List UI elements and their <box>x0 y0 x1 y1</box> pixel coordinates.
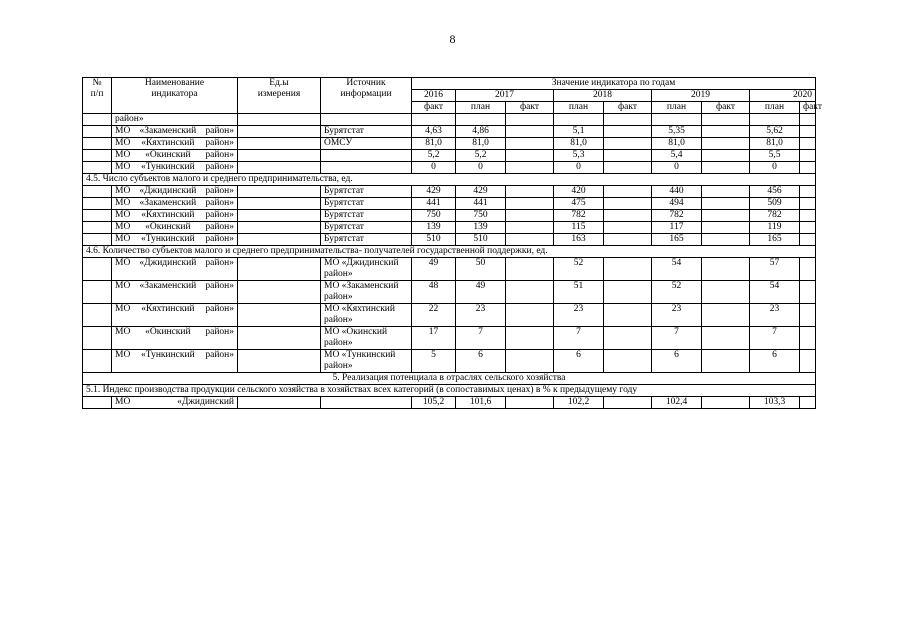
value-cell <box>506 198 554 210</box>
header-col-unit: Ед.ы измерения <box>238 78 321 114</box>
indicator-name-cell: МО «Тункинский район» <box>112 234 238 246</box>
indicator-name-cell: МО «Закаменский район» <box>112 126 238 138</box>
value-cell <box>702 327 750 350</box>
value-cell <box>604 222 652 234</box>
unit-cell <box>238 234 321 246</box>
header-subcolumn: план <box>554 102 604 114</box>
value-cell <box>702 397 750 409</box>
header-subcolumn: факт <box>800 102 816 114</box>
row-number-cell <box>83 397 112 409</box>
value-cell <box>604 397 652 409</box>
value-cell: 5,2 <box>412 150 456 162</box>
source-cell: Бурятстат <box>321 126 412 138</box>
section-title: 5. Реализация потенциала в отраслях сельского хозяйства <box>83 373 816 385</box>
value-cell <box>800 210 816 222</box>
value-cell: 49 <box>412 258 456 281</box>
section-row <box>83 385 816 397</box>
header-subcolumn: план <box>456 102 506 114</box>
value-cell <box>800 397 816 409</box>
value-cell <box>506 350 554 373</box>
indicator-name-cell: МО «Закаменский район» <box>112 281 238 304</box>
table-row <box>83 150 816 162</box>
source-cell: ОМСУ <box>321 138 412 150</box>
header-subcolumn: факт <box>604 102 652 114</box>
value-cell <box>702 281 750 304</box>
source-cell: МО «Закаменский район» <box>321 281 412 304</box>
table-row <box>83 350 816 373</box>
section-row <box>83 246 816 258</box>
unit-cell <box>238 222 321 234</box>
header-year: 2020 <box>750 90 816 102</box>
source-cell: Бурятстат <box>321 210 412 222</box>
value-cell: 5,5 <box>750 150 800 162</box>
unit-cell <box>238 210 321 222</box>
value-cell: 105,2 <box>412 397 456 409</box>
value-cell: 510 <box>456 234 506 246</box>
value-cell <box>702 234 750 246</box>
table-row <box>83 114 816 126</box>
value-cell <box>800 222 816 234</box>
value-cell: 7 <box>456 327 506 350</box>
value-cell <box>554 114 604 126</box>
value-cell: 750 <box>456 210 506 222</box>
unit-cell <box>238 162 321 174</box>
row-number-cell <box>83 210 112 222</box>
value-cell <box>702 222 750 234</box>
row-number-cell <box>83 234 112 246</box>
section-row <box>83 373 816 385</box>
value-cell: 782 <box>652 210 702 222</box>
value-cell <box>702 350 750 373</box>
value-cell: 0 <box>456 162 506 174</box>
table-row <box>83 258 816 281</box>
value-cell: 5,4 <box>652 150 702 162</box>
value-cell: 0 <box>750 162 800 174</box>
value-cell: 510 <box>412 234 456 246</box>
unit-cell <box>238 138 321 150</box>
value-cell <box>702 210 750 222</box>
value-cell: 6 <box>652 350 702 373</box>
table-row <box>83 210 816 222</box>
value-cell <box>604 210 652 222</box>
indicator-name-cell: район» <box>112 114 238 126</box>
value-cell: 509 <box>750 198 800 210</box>
indicator-name-cell: МО «Кяхтинский район» <box>112 210 238 222</box>
table-row <box>83 304 816 327</box>
value-cell: 7 <box>554 327 604 350</box>
table-row <box>83 138 816 150</box>
section-title: 4.5. Число субъектов малого и среднего предпринимательства, ед. <box>83 174 816 186</box>
indicator-name-cell: МО «Джидинский <box>112 397 238 409</box>
value-cell: 81,0 <box>412 138 456 150</box>
header-subcolumn: план <box>750 102 800 114</box>
section-title: 4.6. Количество субъектов малого и среднего предпринимательства- получателей государственной поддержки, ед. <box>83 246 816 258</box>
value-cell <box>456 114 506 126</box>
value-cell <box>652 114 702 126</box>
value-cell <box>702 138 750 150</box>
value-cell: 5,35 <box>652 126 702 138</box>
value-cell: 0 <box>554 162 604 174</box>
value-cell: 0 <box>412 162 456 174</box>
value-cell <box>506 210 554 222</box>
value-cell: 49 <box>456 281 506 304</box>
value-cell: 23 <box>750 304 800 327</box>
unit-cell <box>238 186 321 198</box>
value-cell: 165 <box>750 234 800 246</box>
value-cell <box>604 150 652 162</box>
value-cell <box>800 150 816 162</box>
header-year: 2019 <box>652 90 750 102</box>
indicator-name-cell: МО «Джидинский район» <box>112 186 238 198</box>
value-cell <box>604 198 652 210</box>
value-cell: 750 <box>412 210 456 222</box>
row-number-cell <box>83 114 112 126</box>
value-cell <box>506 327 554 350</box>
value-cell <box>506 234 554 246</box>
row-number-cell <box>83 198 112 210</box>
value-cell: 420 <box>554 186 604 198</box>
header-subcolumn: план <box>652 102 702 114</box>
header-subcolumn: факт <box>412 102 456 114</box>
table-row <box>83 281 816 304</box>
value-cell: 139 <box>456 222 506 234</box>
header-year: 2018 <box>554 90 652 102</box>
value-cell <box>800 327 816 350</box>
value-cell <box>800 138 816 150</box>
row-number-cell <box>83 304 112 327</box>
unit-cell <box>238 198 321 210</box>
value-cell <box>506 281 554 304</box>
value-cell: 5,2 <box>456 150 506 162</box>
indicator-name-cell: МО «Кяхтинский район» <box>112 304 238 327</box>
table-row <box>83 327 816 350</box>
section-title: 5.1. Индекс производства продукции сельского хозяйства в хозяйствах всех категорий (в сопоставимых ценах) в % к предыдущему году <box>83 385 816 397</box>
value-cell <box>800 350 816 373</box>
value-cell: 440 <box>652 186 702 198</box>
value-cell <box>702 162 750 174</box>
value-cell: 163 <box>554 234 604 246</box>
value-cell: 429 <box>412 186 456 198</box>
value-cell: 48 <box>412 281 456 304</box>
value-cell <box>800 304 816 327</box>
value-cell: 139 <box>412 222 456 234</box>
value-cell <box>412 114 456 126</box>
unit-cell <box>238 281 321 304</box>
value-cell <box>506 138 554 150</box>
value-cell <box>506 186 554 198</box>
header-subcolumn: факт <box>506 102 554 114</box>
unit-cell <box>238 304 321 327</box>
value-cell: 6 <box>456 350 506 373</box>
value-cell <box>702 198 750 210</box>
row-number-cell <box>83 162 112 174</box>
source-cell: Бурятстат <box>321 234 412 246</box>
value-cell <box>800 198 816 210</box>
row-number-cell <box>83 327 112 350</box>
value-cell <box>604 186 652 198</box>
indicator-name-cell: МО «Закаменский район» <box>112 198 238 210</box>
value-cell: 6 <box>750 350 800 373</box>
page-number: 8 <box>449 32 456 46</box>
value-cell: 81,0 <box>554 138 604 150</box>
value-cell: 5,3 <box>554 150 604 162</box>
header-year: 2016 <box>412 90 456 102</box>
source-cell <box>321 397 412 409</box>
indicator-name-cell: МО «Тункинский район» <box>112 162 238 174</box>
source-cell: Бурятстат <box>321 186 412 198</box>
indicator-name-cell: МО «Окинский район» <box>112 327 238 350</box>
value-cell: 456 <box>750 186 800 198</box>
value-cell: 5 <box>412 350 456 373</box>
value-cell <box>604 138 652 150</box>
value-cell <box>506 114 554 126</box>
value-cell <box>506 304 554 327</box>
value-cell <box>702 304 750 327</box>
table-row <box>83 186 816 198</box>
table-row <box>83 162 816 174</box>
value-cell <box>506 150 554 162</box>
value-cell <box>604 327 652 350</box>
row-number-cell <box>83 350 112 373</box>
value-cell: 117 <box>652 222 702 234</box>
value-cell: 81,0 <box>750 138 800 150</box>
source-cell <box>321 114 412 126</box>
value-cell: 54 <box>652 258 702 281</box>
value-cell: 23 <box>652 304 702 327</box>
value-cell: 4,63 <box>412 126 456 138</box>
value-cell <box>750 114 800 126</box>
value-cell <box>800 186 816 198</box>
value-cell: 6 <box>554 350 604 373</box>
value-cell: 57 <box>750 258 800 281</box>
indicator-name-cell: МО «Кяхтинский район» <box>112 138 238 150</box>
value-cell <box>800 162 816 174</box>
row-number-cell <box>83 126 112 138</box>
value-cell: 81,0 <box>456 138 506 150</box>
unit-cell <box>238 397 321 409</box>
value-cell <box>604 162 652 174</box>
value-cell: 50 <box>456 258 506 281</box>
value-cell: 494 <box>652 198 702 210</box>
header-year: 2017 <box>456 90 554 102</box>
section-row <box>83 174 816 186</box>
value-cell <box>506 258 554 281</box>
value-cell: 429 <box>456 186 506 198</box>
table-row <box>83 126 816 138</box>
indicator-name-cell: МО «Джидинский район» <box>112 258 238 281</box>
value-cell <box>604 258 652 281</box>
value-cell: 5,62 <box>750 126 800 138</box>
value-cell <box>604 304 652 327</box>
unit-cell <box>238 350 321 373</box>
value-cell: 5,1 <box>554 126 604 138</box>
value-cell: 52 <box>652 281 702 304</box>
value-cell: 22 <box>412 304 456 327</box>
value-cell: 0 <box>652 162 702 174</box>
indicator-name-cell: МО «Тункинский район» <box>112 350 238 373</box>
value-cell <box>702 258 750 281</box>
unit-cell <box>238 258 321 281</box>
unit-cell <box>238 114 321 126</box>
table-row <box>83 222 816 234</box>
row-number-cell <box>83 281 112 304</box>
value-cell <box>506 397 554 409</box>
value-cell <box>604 234 652 246</box>
unit-cell <box>238 150 321 162</box>
source-cell: Бурятстат <box>321 222 412 234</box>
value-cell <box>702 114 750 126</box>
value-cell <box>604 126 652 138</box>
indicator-name-cell: МО «Окинский район» <box>112 150 238 162</box>
source-cell <box>321 162 412 174</box>
value-cell: 102,2 <box>554 397 604 409</box>
source-cell: МО «Окинский район» <box>321 327 412 350</box>
value-cell: 17 <box>412 327 456 350</box>
source-cell: МО «Тункинский район» <box>321 350 412 373</box>
indicator-name-cell: МО «Окинский район» <box>112 222 238 234</box>
value-cell <box>506 222 554 234</box>
value-cell <box>702 126 750 138</box>
value-cell <box>702 150 750 162</box>
header-col-values: Значение индикатора по годам <box>412 78 816 90</box>
row-number-cell <box>83 222 112 234</box>
value-cell: 782 <box>750 210 800 222</box>
value-cell <box>506 162 554 174</box>
value-cell <box>800 114 816 126</box>
value-cell: 165 <box>652 234 702 246</box>
value-cell: 475 <box>554 198 604 210</box>
unit-cell <box>238 327 321 350</box>
value-cell: 54 <box>750 281 800 304</box>
value-cell <box>604 281 652 304</box>
table-row <box>83 198 816 210</box>
header-col-source: Источник информации <box>321 78 412 114</box>
source-cell: МО «Джидинский район» <box>321 258 412 281</box>
value-cell <box>604 114 652 126</box>
row-number-cell <box>83 150 112 162</box>
unit-cell <box>238 126 321 138</box>
value-cell <box>506 126 554 138</box>
value-cell: 441 <box>412 198 456 210</box>
row-number-cell <box>83 186 112 198</box>
value-cell <box>800 258 816 281</box>
value-cell: 23 <box>456 304 506 327</box>
source-cell <box>321 150 412 162</box>
value-cell: 52 <box>554 258 604 281</box>
value-cell: 51 <box>554 281 604 304</box>
value-cell: 23 <box>554 304 604 327</box>
value-cell: 102,4 <box>652 397 702 409</box>
value-cell <box>604 350 652 373</box>
source-cell: МО «Кяхтинский район» <box>321 304 412 327</box>
value-cell <box>702 186 750 198</box>
table-row <box>83 397 816 409</box>
value-cell: 103,3 <box>750 397 800 409</box>
value-cell: 4,86 <box>456 126 506 138</box>
value-cell: 441 <box>456 198 506 210</box>
value-cell: 81,0 <box>652 138 702 150</box>
header-col-num: № п/п <box>83 78 112 114</box>
source-cell: Бурятстат <box>321 198 412 210</box>
value-cell <box>800 234 816 246</box>
indicators-table <box>82 77 823 409</box>
header-col-name: Наименование индикатора <box>112 78 238 114</box>
value-cell: 7 <box>750 327 800 350</box>
value-cell: 782 <box>554 210 604 222</box>
table-row <box>83 234 816 246</box>
header-subcolumn: факт <box>702 102 750 114</box>
value-cell: 115 <box>554 222 604 234</box>
row-number-cell <box>83 138 112 150</box>
value-cell: 101,6 <box>456 397 506 409</box>
value-cell: 119 <box>750 222 800 234</box>
value-cell: 7 <box>652 327 702 350</box>
row-number-cell <box>83 258 112 281</box>
value-cell <box>800 126 816 138</box>
value-cell <box>800 281 816 304</box>
